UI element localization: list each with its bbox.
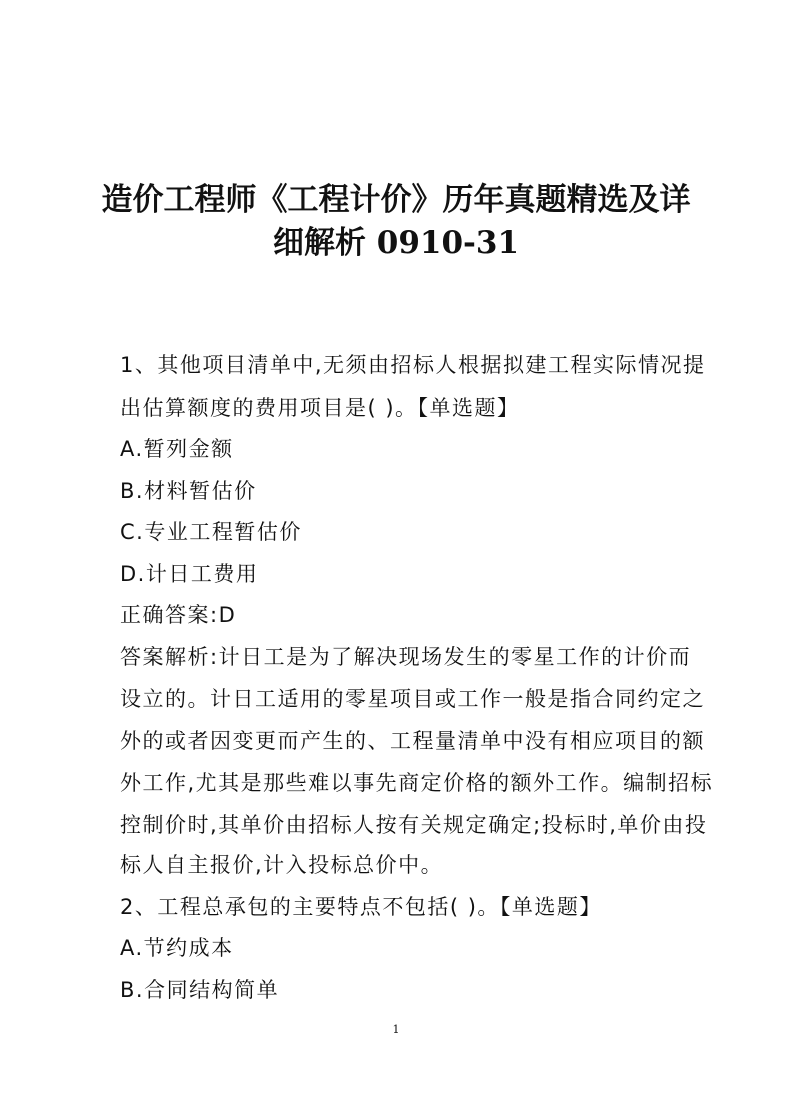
option-a: A.节约成本 [120,936,234,960]
option-b: B.合同结构简单 [120,978,280,1002]
option-b: B.材料暂估价 [120,479,257,503]
document-title-line-1: 造价工程师《工程计价》历年真题精选及详 [101,182,691,218]
explanation-line: 设立的。计日工适用的零星项目或工作一般是指合同约定之 [120,687,705,711]
option-d: D.计日工费用 [120,562,259,586]
option-a: A.暂列金额 [120,437,234,461]
explanation-line: 标人自主报价,计入投标总价中。 [120,853,444,877]
question-1-text: 1、其他项目清单中,无须由招标人根据拟建工程实际情况提 [120,353,706,377]
question-1-text-cont: 出估算额度的费用项目是( )。【单选题】 [120,396,520,420]
page-number: 1 [392,1023,400,1036]
explanation-line: 外的或者因变更而产生的、工程量清单中没有相应项目的额 [120,729,705,753]
question-2-text: 2、工程总承包的主要特点不包括( )。【单选题】 [120,895,602,919]
explanation-line: 外工作,尤其是那些难以事先商定价格的额外工作。编制招标 [120,771,714,795]
document-title-line-2: 细解析 0910-31 [272,225,520,261]
explanation-line: 答案解析:计日工是为了解决现场发生的零星工作的计价而 [120,645,692,669]
correct-answer: 正确答案:D [120,603,237,627]
explanation-line: 控制价时,其单价由招标人按有关规定确定;投标时,单价由投 [120,813,708,837]
option-c: C.专业工程暂估价 [120,520,302,544]
